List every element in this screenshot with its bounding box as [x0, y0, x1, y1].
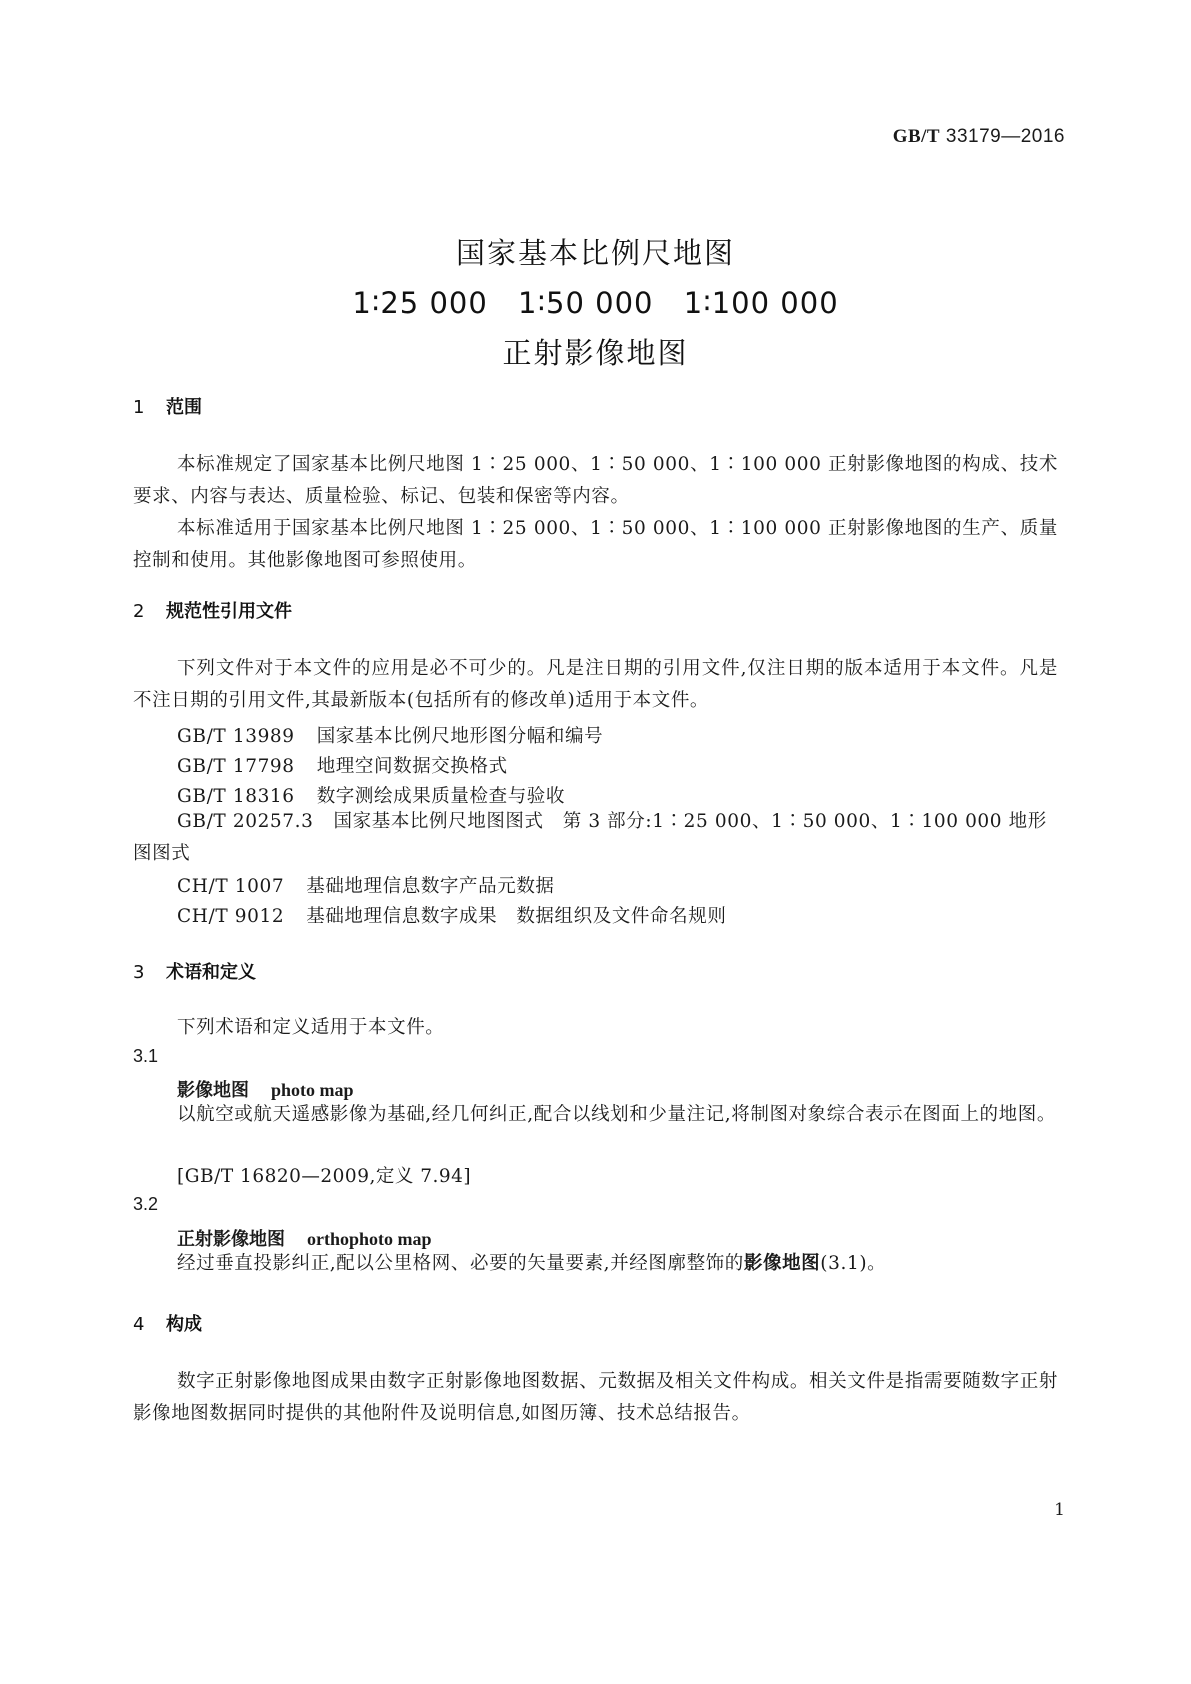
reference-item	[133, 806, 1058, 870]
term-3-1-source: [GB/T 16820—2009,定义 7.94]	[177, 1166, 472, 1187]
term-3-2-definition	[133, 1248, 1058, 1280]
section-3-heading	[133, 958, 256, 984]
standard-number	[893, 126, 1065, 148]
term-3-1-english: photo map	[271, 1080, 354, 1100]
reference-code: GB/T 13989	[177, 726, 295, 747]
page-number: 1	[1054, 1500, 1065, 1520]
section-1-heading	[133, 393, 202, 419]
standard-prefix: GB/T	[892, 126, 941, 147]
scale-25000: 1∶25 000	[352, 286, 488, 320]
section-3-paragraph-1: 下列术语和定义适用于本文件。	[177, 1017, 445, 1038]
reference-code: GB/T 18316	[177, 786, 295, 807]
term-3-2-number: 3.2	[133, 1194, 159, 1214]
reference-code: CH/T 1007	[177, 876, 285, 897]
section-3-number: 3	[133, 962, 145, 983]
term-3-1-chinese: 影像地图	[177, 1080, 249, 1101]
term-3-2-english: orthophoto map	[307, 1229, 432, 1249]
section-2-title: 规范性引用文件	[166, 601, 292, 622]
document-title	[0, 228, 1191, 378]
reference-title: 基础地理信息数字成果 数据组织及文件命名规则	[306, 906, 727, 927]
term-3-2-definition-suffix: (3.1)。	[820, 1253, 887, 1274]
title-line-3: 正射影像地图	[502, 336, 689, 370]
section-2-heading	[133, 597, 292, 623]
section-4-heading	[133, 1310, 202, 1336]
reference-title: 地理空间数据交换格式	[316, 756, 508, 777]
reference-code: GB/T 17798	[177, 756, 295, 777]
title-scales	[0, 278, 1191, 328]
section-1-title: 范围	[166, 397, 202, 418]
reference-title: 国家基本比例尺地形图分幅和编号	[316, 726, 604, 747]
section-1-paragraph-1: 本标准规定了国家基本比例尺地图 1∶25 000、1∶50 000、1∶100 000 正射影像地图的构成、技术要求、内容与表达、质量检验、标记、包装和保密等内容。	[133, 454, 1058, 507]
term-3-1-number: 3.1	[133, 1046, 159, 1066]
standard-number-value: 33179—2016	[945, 126, 1065, 147]
term-3-2-definition-text: 经过垂直投影纠正,配以公里格网、必要的矢量要素,并经图廓整饰的	[177, 1253, 744, 1274]
section-3-title: 术语和定义	[166, 962, 256, 983]
reference-item	[177, 722, 603, 748]
term-3-2-chinese: 正射影像地图	[177, 1229, 285, 1250]
term-3-1-definition: 以航空或航天遥感影像为基础,经几何纠正,配合以线划和少量注记,将制图对象综合表示在图面上的地图。	[177, 1104, 1056, 1125]
reference-title: 基础地理信息数字产品元数据	[306, 876, 555, 897]
section-1-paragraph-2: 本标准适用于国家基本比例尺地图 1∶25 000、1∶50 000、1∶100 000 正射影像地图的生产、质量控制和使用。其他影像地图可参照使用。	[133, 518, 1058, 571]
reference-item	[177, 752, 508, 778]
scale-100000: 1∶100 000	[683, 286, 839, 320]
scale-50000: 1∶50 000	[518, 286, 654, 320]
reference-code: CH/T 9012	[177, 906, 285, 927]
section-2-number: 2	[133, 601, 145, 622]
reference-item	[177, 902, 726, 928]
reference-item	[177, 872, 555, 898]
section-4-paragraph-1: 数字正射影像地图成果由数字正射影像地图数据、元数据及相关文件构成。相关文件是指需要随数字正射影像地图数据同时提供的其他附件及说明信息,如图历簿、技术总结报告。	[133, 1371, 1058, 1424]
reference-code: GB/T 20257.3	[177, 811, 314, 832]
reference-title: 国家基本比例尺地图图式 第 3 部分:1∶25 000、1∶50 000、1∶100 000 地形图图式	[133, 811, 1047, 864]
title-line-1: 国家基本比例尺地图	[455, 236, 735, 270]
term-cross-reference: 影像地图	[743, 1253, 821, 1274]
section-2-paragraph-1: 下列文件对于本文件的应用是必不可少的。凡是注日期的引用文件,仅注日期的版本适用于本文件。凡是不注日期的引用文件,其最新版本(包括所有的修改单)适用于本文件。	[133, 658, 1058, 711]
section-4-number: 4	[133, 1314, 145, 1335]
reference-item	[177, 782, 565, 808]
section-1-number: 1	[133, 397, 145, 418]
section-4-title: 构成	[166, 1314, 202, 1335]
reference-title: 数字测绘成果质量检查与验收	[316, 786, 565, 807]
